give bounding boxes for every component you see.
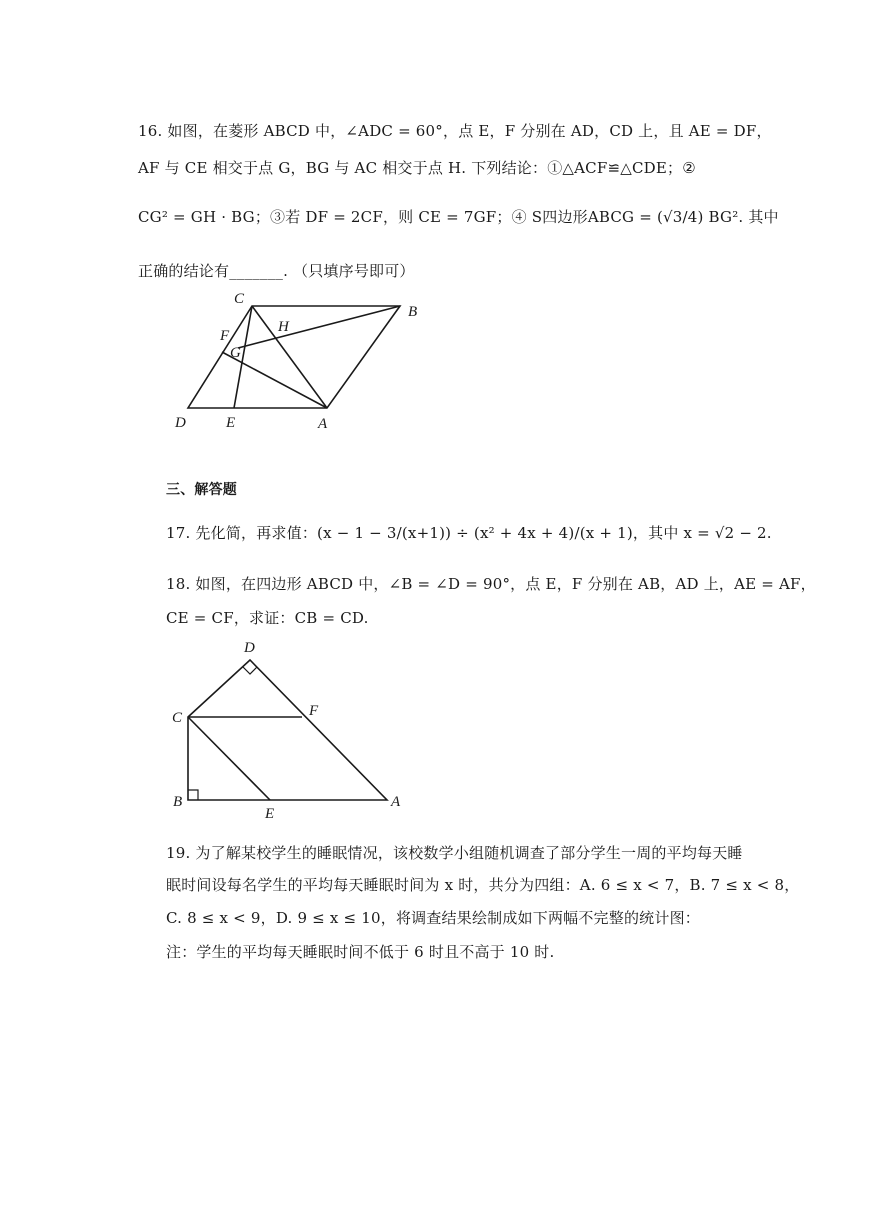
q19-line-1: 19. 为了解某校学生的睡眠情况，该校数学小组随机调查了部分学生一周的平均每天睡 — [166, 844, 743, 862]
q19-line-4: 注：学生的平均每天睡眠时间不低于 6 时且不高于 10 时. — [166, 943, 555, 961]
label-G: G — [230, 345, 241, 361]
q19-line-3: C. 8 ≤ x < 9，D. 9 ≤ x ≤ 10，将调查结果绘制成如下两幅不完整的统计图： — [166, 909, 700, 927]
q16-line-2: AF 与 CE 相交于点 G，BG 与 AC 相交于点 H. 下列结论：①△ACF≌△CDE；② — [138, 159, 696, 177]
q19-line-2: 眠时间设每名学生的平均每天睡眠时间为 x 时，共分为四组：A. 6 ≤ x < 7，B. 7 ≤ x < 8， — [166, 876, 800, 894]
label-D: D — [244, 640, 255, 656]
q18-line-1: 18. 如图，在四边形 ABCD 中，∠B = ∠D = 90°，点 E，F 分别在 AB，AD 上，AE = AF， — [166, 575, 816, 593]
label-D: D — [175, 415, 186, 431]
label-E: E — [265, 806, 275, 822]
label-B: B — [173, 794, 183, 810]
label-H: H — [278, 319, 289, 335]
label-A: A — [391, 794, 401, 810]
label-C: C — [172, 710, 183, 726]
label-C: C — [234, 291, 245, 307]
label-F: F — [220, 328, 230, 344]
label-F: F — [309, 703, 319, 719]
section-3-title: 三、解答题 — [166, 482, 237, 498]
q18-line-2: CE = CF，求证：CB = CD. — [166, 609, 369, 627]
label-E: E — [226, 415, 236, 431]
q16-line-3: CG² = GH · BG；③若 DF = 2CF，则 CE = 7GF；④ S四边形ABCG = (√3/4) BG². 其中 — [138, 208, 779, 226]
label-A: A — [318, 416, 328, 432]
q17-text: 17. 先化简，再求值：(x − 1 − 3/(x+1)) ÷ (x² + 4x + 4)/(x + 1)，其中 x = √2 − 2. — [166, 524, 772, 542]
q16-line-1: 16. 如图，在菱形 ABCD 中，∠ADC = 60°，点 E，F 分别在 AD，CD 上，且 AE = DF， — [138, 122, 772, 140]
q16-line-4: 正确的结论有_______. （只填序号即可） — [138, 262, 415, 280]
label-B: B — [408, 304, 418, 320]
